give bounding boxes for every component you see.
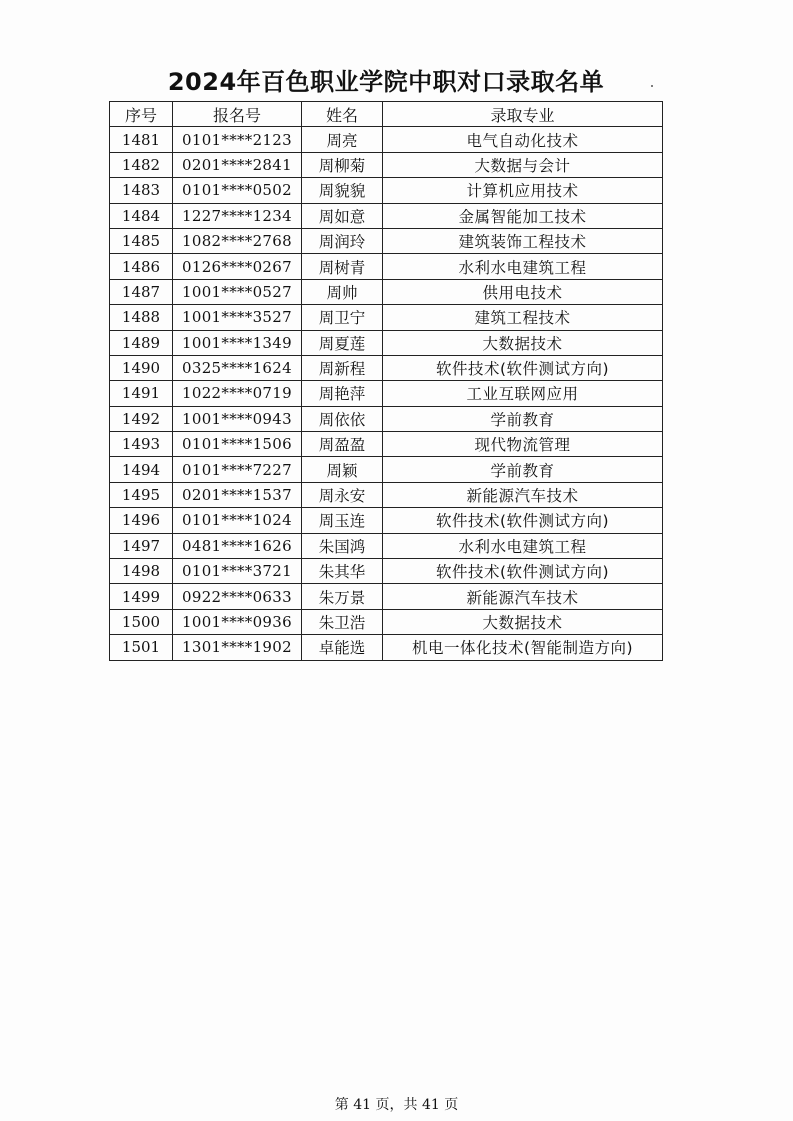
table-row xyxy=(110,559,663,584)
cell-major: 大数据技术 xyxy=(383,330,663,355)
table-row xyxy=(110,330,663,355)
cell-seq: 1482 xyxy=(110,152,173,177)
table-row xyxy=(110,482,663,507)
table-row xyxy=(110,508,663,533)
cell-seq: 1492 xyxy=(110,406,173,431)
cell-seq: 1488 xyxy=(110,305,173,330)
cell-name: 周润玲 xyxy=(302,228,383,253)
cell-name: 周树青 xyxy=(302,254,383,279)
table-row xyxy=(110,406,663,431)
header-major: 录取专业 xyxy=(383,102,663,127)
cell-seq: 1490 xyxy=(110,355,173,380)
cell-seq: 1485 xyxy=(110,228,173,253)
cell-name: 周盈盈 xyxy=(302,432,383,457)
cell-major: 软件技术(软件测试方向) xyxy=(383,355,663,380)
cell-reg-no: 1001****1349 xyxy=(173,330,302,355)
cell-name: 周颖 xyxy=(302,457,383,482)
cell-name: 周艳萍 xyxy=(302,381,383,406)
cell-major: 新能源汽车技术 xyxy=(383,482,663,507)
document-title: 2024年百色职业学院中职对口录取名单 xyxy=(167,68,605,96)
cell-name: 周卫宁 xyxy=(302,305,383,330)
cell-name: 周柳菊 xyxy=(302,152,383,177)
cell-seq: 1499 xyxy=(110,584,173,609)
cell-name: 周玉连 xyxy=(302,508,383,533)
header-name: 姓名 xyxy=(302,102,383,127)
cell-reg-no: 1001****3527 xyxy=(173,305,302,330)
cell-reg-no: 0325****1624 xyxy=(173,355,302,380)
cell-seq: 1486 xyxy=(110,254,173,279)
cell-seq: 1497 xyxy=(110,533,173,558)
cell-reg-no: 0201****1537 xyxy=(173,482,302,507)
table-row xyxy=(110,203,663,228)
cell-name: 周永安 xyxy=(302,482,383,507)
table-row xyxy=(110,228,663,253)
table-row xyxy=(110,127,663,152)
cell-reg-no: 0101****1506 xyxy=(173,432,302,457)
cell-seq: 1501 xyxy=(110,635,173,660)
cell-major: 现代物流管理 xyxy=(383,432,663,457)
cell-major: 计算机应用技术 xyxy=(383,178,663,203)
cell-major: 工业互联网应用 xyxy=(383,381,663,406)
admission-list-table xyxy=(109,101,663,661)
cell-reg-no: 1227****1234 xyxy=(173,203,302,228)
cell-major: 软件技术(软件测试方向) xyxy=(383,559,663,584)
header-seq: 序号 xyxy=(110,102,173,127)
cell-major: 学前教育 xyxy=(383,406,663,431)
cell-seq: 1498 xyxy=(110,559,173,584)
cell-name: 朱卫浩 xyxy=(302,609,383,634)
page-footer: 第 41 页，共 41 页 xyxy=(334,1097,459,1113)
cell-name: 朱国鸿 xyxy=(302,533,383,558)
cell-reg-no: 0126****0267 xyxy=(173,254,302,279)
cell-reg-no: 1022****0719 xyxy=(173,381,302,406)
table-row xyxy=(110,254,663,279)
cell-major: 大数据技术 xyxy=(383,609,663,634)
cell-major: 软件技术(软件测试方向) xyxy=(383,508,663,533)
table-row xyxy=(110,635,663,660)
table-row xyxy=(110,355,663,380)
cell-major: 电气自动化技术 xyxy=(383,127,663,152)
cell-seq: 1495 xyxy=(110,482,173,507)
table-row xyxy=(110,178,663,203)
cell-reg-no: 1001****0943 xyxy=(173,406,302,431)
cell-seq: 1500 xyxy=(110,609,173,634)
cell-seq: 1494 xyxy=(110,457,173,482)
cell-name: 朱其华 xyxy=(302,559,383,584)
cell-seq: 1481 xyxy=(110,127,173,152)
cell-seq: 1496 xyxy=(110,508,173,533)
table-header-row xyxy=(110,102,663,127)
cell-name: 周貌貌 xyxy=(302,178,383,203)
cell-major: 学前教育 xyxy=(383,457,663,482)
cell-seq: 1489 xyxy=(110,330,173,355)
table-row xyxy=(110,305,663,330)
cell-seq: 1483 xyxy=(110,178,173,203)
cell-reg-no: 0201****2841 xyxy=(173,152,302,177)
cell-reg-no: 0101****0502 xyxy=(173,178,302,203)
table-row xyxy=(110,279,663,304)
cell-reg-no: 0101****7227 xyxy=(173,457,302,482)
table-row xyxy=(110,152,663,177)
cell-major: 金属智能加工技术 xyxy=(383,203,663,228)
cell-name: 卓能选 xyxy=(302,635,383,660)
cell-name: 周如意 xyxy=(302,203,383,228)
table-row xyxy=(110,457,663,482)
cell-major: 供用电技术 xyxy=(383,279,663,304)
cell-reg-no: 1301****1902 xyxy=(173,635,302,660)
cell-seq: 1484 xyxy=(110,203,173,228)
cell-major: 大数据与会计 xyxy=(383,152,663,177)
cell-major: 建筑工程技术 xyxy=(383,305,663,330)
cell-major: 建筑装饰工程技术 xyxy=(383,228,663,253)
cell-major: 机电一体化技术(智能制造方向) xyxy=(383,635,663,660)
cell-name: 周帅 xyxy=(302,279,383,304)
cell-reg-no: 1001****0936 xyxy=(173,609,302,634)
cell-seq: 1491 xyxy=(110,381,173,406)
cell-reg-no: 0481****1626 xyxy=(173,533,302,558)
cell-reg-no: 0101****1024 xyxy=(173,508,302,533)
cell-name: 朱万景 xyxy=(302,584,383,609)
cell-name: 周新程 xyxy=(302,355,383,380)
cell-name: 周夏莲 xyxy=(302,330,383,355)
cell-major: 水利水电建筑工程 xyxy=(383,533,663,558)
cell-seq: 1487 xyxy=(110,279,173,304)
scan-speck xyxy=(651,85,653,87)
header-reg-no: 报名号 xyxy=(173,102,302,127)
table-row xyxy=(110,533,663,558)
table-row xyxy=(110,381,663,406)
cell-reg-no: 0922****0633 xyxy=(173,584,302,609)
table-row xyxy=(110,432,663,457)
cell-major: 新能源汽车技术 xyxy=(383,584,663,609)
cell-reg-no: 1082****2768 xyxy=(173,228,302,253)
cell-name: 周依依 xyxy=(302,406,383,431)
table-row xyxy=(110,609,663,634)
cell-seq: 1493 xyxy=(110,432,173,457)
table-body xyxy=(110,127,663,660)
cell-reg-no: 0101****2123 xyxy=(173,127,302,152)
cell-name: 周亮 xyxy=(302,127,383,152)
cell-reg-no: 1001****0527 xyxy=(173,279,302,304)
cell-reg-no: 0101****3721 xyxy=(173,559,302,584)
cell-major: 水利水电建筑工程 xyxy=(383,254,663,279)
table-row xyxy=(110,584,663,609)
